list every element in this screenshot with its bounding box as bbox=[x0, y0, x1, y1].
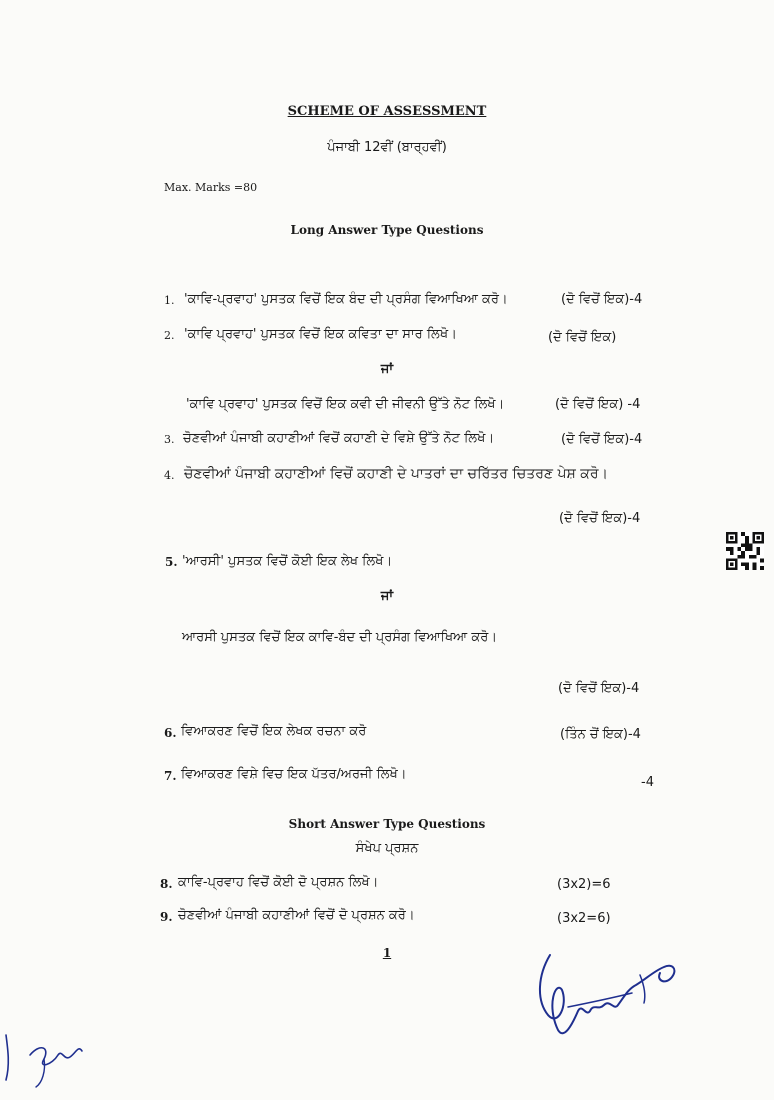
question-marks: (ਦੋ ਵਿਚੋਂ ਇਕ)-4 bbox=[559, 511, 641, 526]
question-number: 9. bbox=[160, 910, 173, 924]
question-text: 'ਕਾਵਿ ਪ੍ਰਵਾਹ' ਪੁਸਤਕ ਵਿਚੋਂ ਇਕ ਕਵਿਤਾ ਦਾ ਸਾਰ ਲਿਖੋ। bbox=[184, 327, 457, 342]
question-text: 'ਕਾਵਿ ਪ੍ਰਵਾਹ' ਪੁਸਤਕ ਵਿਚੋਂ ਇਕ ਕਵੀ ਦੀ ਜੀਵਨੀ ਉੱਤੇ ਨੋਟ ਲਿਖੋ। bbox=[186, 397, 505, 412]
question-marks: (ਦੋ ਵਿਚੋਂ ਇਕ) -4 bbox=[555, 397, 641, 412]
question-number: 5. bbox=[165, 555, 178, 569]
long-answer-heading: Long Answer Type Questions bbox=[290, 223, 484, 237]
question-marks: (3x2)=6 bbox=[557, 877, 611, 892]
question-text: ਵਿਆਕਰਣ ਵਿਸ਼ੇ ਵਿਚ ਇਕ ਪੱਤਰ/ਅਰਜੀ ਲਿਖੋ। bbox=[181, 767, 407, 782]
question-number: 1. bbox=[164, 294, 175, 307]
question-marks: (ਦੋ ਵਿਚੋਂ ਇਕ) bbox=[548, 330, 617, 345]
question-number: 4. bbox=[164, 469, 175, 482]
question-number: 6. bbox=[164, 726, 177, 740]
question-text: ਵਿਆਕਰਣ ਵਿਚੋਂ ਇਕ ਲੇਖਕ ਰਚਨਾ ਕਰੋ bbox=[181, 724, 367, 739]
short-answer-subheading: ਸੰਖੇਪ ਪ੍ਰਸ਼ਨ bbox=[355, 841, 419, 856]
question-marks: -4 bbox=[641, 775, 654, 790]
question-text: ਕਾਵਿ-ਪ੍ਰਵਾਹ ਵਿਚੋਂ ਕੋਈ ਦੋ ਪ੍ਰਸ਼ਨ ਲਿਖੋ। bbox=[178, 875, 379, 890]
short-answer-heading: Short Answer Type Questions bbox=[288, 817, 486, 831]
question-number: 7. bbox=[164, 769, 177, 783]
question-marks: (ਦੋ ਵਿਚੋਂ ਇਕ)-4 bbox=[558, 681, 640, 696]
question-marks: (3x2=6) bbox=[557, 911, 611, 926]
question-text: 'ਆਰਸੀ' ਪੁਸਤਕ ਵਿਚੋਂ ਕੋਈ ਇਕ ਲੇਖ ਲਿਖੋ। bbox=[182, 554, 393, 569]
question-number: 8. bbox=[160, 877, 173, 891]
question-text: ਚੋਣਵੀਆਂ ਪੰਜਾਬੀ ਕਹਾਣੀਆਂ ਵਿਚੋਂ ਕਹਾਣੀ ਦੇ ਵਿਸ਼ੇ ਉੱਤੇ ਨੋਟ ਲਿਖੋ। bbox=[183, 431, 495, 446]
initials-icon bbox=[0, 1025, 110, 1095]
max-marks: Max. Marks =80 bbox=[164, 181, 258, 194]
question-number: 3. bbox=[164, 433, 175, 446]
signature-icon bbox=[528, 945, 698, 1045]
document-title: SCHEME OF ASSESSMENT bbox=[287, 104, 487, 119]
question-marks: (ਤਿੰਨ ਚੋਂ ਇਕ)-4 bbox=[560, 727, 641, 742]
question-number: 2. bbox=[164, 329, 175, 342]
document-subtitle: ਪੰਜਾਬੀ 12ਵੀਂ (ਬਾਰ੍ਹਵੀਂ) bbox=[327, 140, 447, 155]
qr-code-icon bbox=[726, 532, 764, 570]
question-text: ਚੋਣਵੀਆਂ ਪੰਜਾਬੀ ਕਹਾਣੀਆਂ ਵਿਚੋਂ ਕਹਾਣੀ ਦੇ ਪਾਤਰਾਂ ਦਾ ਚਰਿੱਤਰ ਚਿਤਰਣ ਪੇਸ਼ ਕਰੋ। bbox=[184, 466, 608, 482]
page-number: 1 bbox=[382, 946, 392, 960]
or-label: ਜਾਂ bbox=[380, 589, 394, 604]
question-text: ਚੋਣਵੀਆਂ ਪੰਜਾਬੀ ਕਹਾਣੀਆਂ ਵਿਚੋਂ ਦੋ ਪ੍ਰਸ਼ਨ ਕਰੋ। bbox=[178, 908, 415, 923]
question-marks: (ਦੋ ਵਿਚੋਂ ਇਕ)-4 bbox=[561, 432, 643, 447]
or-label: ਜਾਂ bbox=[380, 362, 394, 377]
question-text: ਆਰਸੀ ਪੁਸਤਕ ਵਿਚੋਂ ਇਕ ਕਾਵਿ-ਬੰਦ ਦੀ ਪ੍ਰਸੰਗ ਵਿਆਖਿਆ ਕਰੋ। bbox=[182, 630, 498, 645]
question-text: 'ਕਾਵਿ-ਪ੍ਰਵਾਹ' ਪੁਸਤਕ ਵਿਚੋਂ ਇਕ ਬੰਦ ਦੀ ਪ੍ਰਸੰਗ ਵਿਆਖਿਆ ਕਰੋ। bbox=[184, 292, 508, 307]
question-marks: (ਦੋ ਵਿਚੋਂ ਇਕ)-4 bbox=[561, 292, 643, 307]
